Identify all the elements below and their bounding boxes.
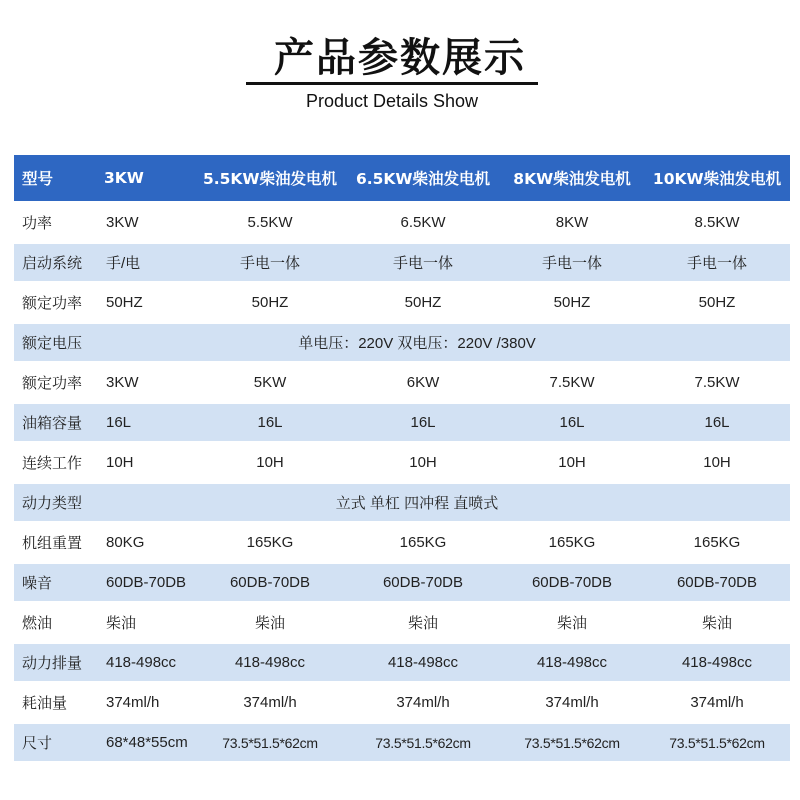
value-cell: 50HZ — [644, 284, 790, 321]
row-label: 额定电压 — [14, 324, 104, 361]
table-row — [14, 324, 790, 361]
table-row — [14, 204, 790, 241]
value-cell: 5.5KW — [194, 204, 346, 241]
value-cell: 手电一体 — [194, 244, 346, 281]
value-cell: 8.5KW — [644, 204, 790, 241]
value-cell: 7.5KW — [500, 364, 644, 401]
value-cell: 165KG — [500, 524, 644, 561]
value-cell: 手电一体 — [644, 244, 790, 281]
value-cell: 柴油 — [500, 604, 644, 641]
value-cell: 手/电 — [104, 244, 194, 281]
title-underline — [246, 82, 538, 85]
value-cell: 73.5*51.5*62cm — [500, 724, 644, 761]
value-cell: 374ml/h — [500, 684, 644, 721]
table-row — [14, 244, 790, 281]
value-cell: 6.5KW — [346, 204, 500, 241]
value-cell: 柴油 — [194, 604, 346, 641]
table-header-row — [14, 155, 790, 201]
value-cell: 16L — [346, 404, 500, 441]
table-row — [14, 724, 790, 761]
value-cell: 374ml/h — [644, 684, 790, 721]
value-cell: 165KG — [346, 524, 500, 561]
value-cell: 418-498cc — [346, 644, 500, 681]
column-header: 6.5KW柴油发电机 — [346, 155, 500, 201]
column-header: 10KW柴油发电机 — [644, 155, 790, 201]
row-label: 启动系统 — [14, 244, 104, 281]
value-cell: 16L — [500, 404, 644, 441]
value-cell: 374ml/h — [194, 684, 346, 721]
value-cell: 50HZ — [104, 284, 194, 321]
value-cell: 374ml/h — [104, 684, 194, 721]
merged-value-cell: 立式 单杠 四冲程 直喷式 — [104, 484, 790, 521]
row-label: 功率 — [14, 204, 104, 241]
value-cell: 60DB-70DB — [644, 564, 790, 601]
value-cell: 60DB-70DB — [104, 564, 194, 601]
row-label: 尺寸 — [14, 724, 104, 761]
value-cell: 6KW — [346, 364, 500, 401]
value-cell: 418-498cc — [644, 644, 790, 681]
value-cell: 73.5*51.5*62cm — [346, 724, 500, 761]
value-cell: 5KW — [194, 364, 346, 401]
row-label: 额定功率 — [14, 284, 104, 321]
table-row — [14, 364, 790, 401]
value-cell: 60DB-70DB — [500, 564, 644, 601]
value-cell: 73.5*51.5*62cm — [194, 724, 346, 761]
table-row — [14, 644, 790, 681]
value-cell: 10H — [104, 444, 194, 481]
table-row — [14, 604, 790, 641]
value-cell: 60DB-70DB — [194, 564, 346, 601]
value-cell: 50HZ — [346, 284, 500, 321]
row-label: 动力排量 — [14, 644, 104, 681]
value-cell: 手电一体 — [500, 244, 644, 281]
value-cell: 68*48*55cm — [104, 724, 194, 761]
value-cell: 418-498cc — [194, 644, 346, 681]
value-cell: 50HZ — [500, 284, 644, 321]
row-label: 动力类型 — [14, 484, 104, 521]
column-header: 8KW柴油发电机 — [500, 155, 644, 201]
row-label: 耗油量 — [14, 684, 104, 721]
value-cell: 3KW — [104, 204, 194, 241]
table-row — [14, 284, 790, 321]
value-cell: 16L — [104, 404, 194, 441]
value-cell: 165KG — [644, 524, 790, 561]
table-row — [14, 444, 790, 481]
value-cell: 165KG — [194, 524, 346, 561]
table-row — [14, 684, 790, 721]
column-header: 5.5KW柴油发电机 — [194, 155, 346, 201]
column-header: 型号 — [14, 155, 104, 201]
value-cell: 16L — [644, 404, 790, 441]
value-cell: 10H — [644, 444, 790, 481]
value-cell: 16L — [194, 404, 346, 441]
value-cell: 80KG — [104, 524, 194, 561]
value-cell: 60DB-70DB — [346, 564, 500, 601]
table-row — [14, 564, 790, 601]
row-label: 燃油 — [14, 604, 104, 641]
page-subtitle: Product Details Show — [305, 91, 479, 111]
table-row — [14, 404, 790, 441]
row-label: 额定功率 — [14, 364, 104, 401]
row-label: 机组重置 — [14, 524, 104, 561]
value-cell: 柴油 — [644, 604, 790, 641]
value-cell: 50HZ — [194, 284, 346, 321]
value-cell: 3KW — [104, 364, 194, 401]
value-cell: 10H — [500, 444, 644, 481]
value-cell: 418-498cc — [500, 644, 644, 681]
value-cell: 手电一体 — [346, 244, 500, 281]
spec-table — [14, 152, 790, 764]
page-title: 产品参数展示 — [274, 35, 526, 81]
value-cell: 7.5KW — [644, 364, 790, 401]
value-cell: 8KW — [500, 204, 644, 241]
table-row — [14, 484, 790, 521]
value-cell: 柴油 — [346, 604, 500, 641]
row-label: 连续工作 — [14, 444, 104, 481]
merged-value-cell: 单电压：220V 双电压：220V /380V — [104, 324, 790, 361]
row-label: 油箱容量 — [14, 404, 104, 441]
table-row — [14, 524, 790, 561]
column-header: 3KW — [104, 155, 194, 201]
value-cell: 10H — [346, 444, 500, 481]
value-cell: 10H — [194, 444, 346, 481]
value-cell: 73.5*51.5*62cm — [644, 724, 790, 761]
value-cell: 418-498cc — [104, 644, 194, 681]
value-cell: 374ml/h — [346, 684, 500, 721]
value-cell: 柴油 — [104, 604, 194, 641]
row-label: 噪音 — [14, 564, 104, 601]
